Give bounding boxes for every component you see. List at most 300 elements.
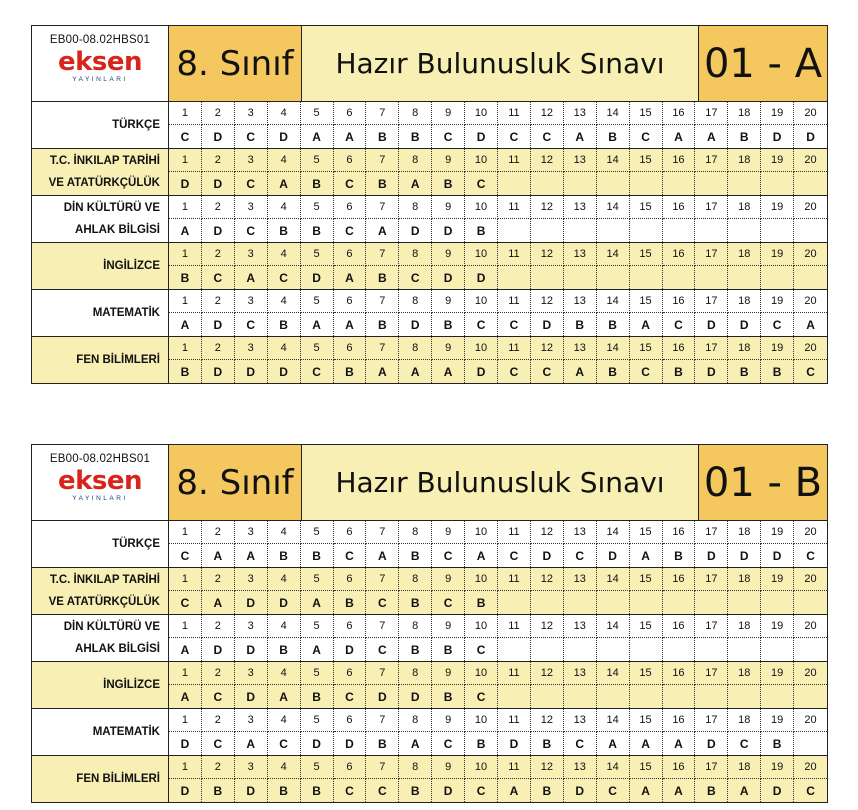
answer-cell: C (498, 313, 531, 336)
answer-cell: C (169, 544, 202, 567)
question-number: 7 (366, 102, 399, 125)
subject-label: İNGİLİZCE (32, 243, 169, 289)
answer-cell: C (366, 638, 399, 661)
question-number: 13 (564, 756, 597, 779)
answer-cell: A (301, 313, 334, 336)
question-number: 9 (432, 568, 465, 591)
answer-cell: B (465, 591, 498, 614)
answer-cell: C (498, 544, 531, 567)
question-number: 9 (432, 337, 465, 360)
answer-cell: B (432, 685, 465, 708)
question-number: 1 (169, 290, 202, 313)
answer-cell: D (169, 172, 202, 195)
question-number: 8 (399, 337, 432, 360)
answer-cell (531, 266, 564, 289)
answer-cell (761, 266, 794, 289)
answer-cell: D (235, 685, 268, 708)
answer-cell: A (597, 732, 630, 755)
answer-cell (663, 266, 696, 289)
answer-cell (630, 219, 663, 242)
subject-section (32, 243, 827, 290)
answer-cell: B (465, 219, 498, 242)
question-number: 3 (235, 102, 268, 125)
question-number: 18 (728, 521, 761, 544)
answer-cell (498, 172, 531, 195)
answer-cell (663, 685, 696, 708)
question-number: 7 (366, 709, 399, 732)
question-number: 2 (202, 337, 235, 360)
question-number: 19 (761, 709, 794, 732)
question-number: 11 (498, 756, 531, 779)
question-number: 17 (695, 243, 728, 266)
question-number: 7 (366, 662, 399, 685)
answer-cell: C (334, 685, 367, 708)
answer-cell: B (366, 125, 399, 148)
answer-cell (531, 638, 564, 661)
answer-cell: C (235, 219, 268, 242)
question-number: 11 (498, 568, 531, 591)
question-number: 4 (268, 709, 301, 732)
answer-cell: B (728, 360, 761, 383)
answer-cell: A (663, 125, 696, 148)
answer-cell: C (465, 313, 498, 336)
answer-cell: B (301, 219, 334, 242)
answer-cell: A (334, 125, 367, 148)
answer-cell: A (334, 313, 367, 336)
question-number: 13 (564, 709, 597, 732)
question-number: 6 (334, 290, 367, 313)
answer-cell (597, 591, 630, 614)
answer-cell: C (465, 685, 498, 708)
answer-cell (794, 638, 827, 661)
answer-cell: D (531, 544, 564, 567)
question-number: 10 (465, 102, 498, 125)
subject-label: DİN KÜLTÜRÜ VE AHLAK BİLGİSİ (32, 196, 169, 242)
document-code: EB00-08.02HBS01 (49, 34, 151, 46)
question-number: 19 (761, 290, 794, 313)
question-number: 19 (761, 149, 794, 172)
question-number: 7 (366, 568, 399, 591)
question-number: 17 (695, 290, 728, 313)
question-number: 12 (531, 243, 564, 266)
question-number: 15 (630, 102, 663, 125)
question-number: 2 (202, 662, 235, 685)
question-number: 12 (531, 337, 564, 360)
question-number: 1 (169, 615, 202, 638)
answer-cell: B (268, 544, 301, 567)
answer-cell: A (663, 732, 696, 755)
question-number: 6 (334, 149, 367, 172)
question-number: 6 (334, 709, 367, 732)
question-number: 9 (432, 521, 465, 544)
question-number: 11 (498, 709, 531, 732)
question-number: 8 (399, 290, 432, 313)
answer-cell: C (169, 125, 202, 148)
answer-cell: C (432, 544, 465, 567)
question-number: 1 (169, 756, 202, 779)
subject-section (32, 337, 827, 383)
answer-cell: A (202, 544, 235, 567)
subject-section (32, 196, 827, 243)
question-number: 7 (366, 290, 399, 313)
answer-cell: A (630, 313, 663, 336)
question-number: 12 (531, 709, 564, 732)
question-number: 17 (695, 615, 728, 638)
answer-cell: D (432, 779, 465, 802)
question-number: 8 (399, 102, 432, 125)
answer-cell (695, 266, 728, 289)
answer-cell: D (728, 313, 761, 336)
question-number: 16 (663, 243, 696, 266)
question-number: 3 (235, 709, 268, 732)
answer-cell: B (432, 172, 465, 195)
answer-cell: D (597, 544, 630, 567)
answer-cell (663, 172, 696, 195)
question-number: 3 (235, 521, 268, 544)
answer-cell (794, 266, 827, 289)
question-number: 3 (235, 149, 268, 172)
question-number: 13 (564, 521, 597, 544)
question-number: 7 (366, 337, 399, 360)
answer-cell (531, 219, 564, 242)
question-number: 1 (169, 102, 202, 125)
question-number: 19 (761, 102, 794, 125)
question-number: 17 (695, 568, 728, 591)
question-number: 12 (531, 615, 564, 638)
question-number: 3 (235, 756, 268, 779)
question-number: 2 (202, 521, 235, 544)
question-number: 6 (334, 756, 367, 779)
answer-cell: C (531, 360, 564, 383)
question-number: 10 (465, 521, 498, 544)
answer-cell: A (630, 544, 663, 567)
question-number: 11 (498, 243, 531, 266)
answer-cell (630, 638, 663, 661)
answer-cell: C (432, 125, 465, 148)
answer-cell: A (399, 732, 432, 755)
question-number: 1 (169, 709, 202, 732)
question-number: 18 (728, 709, 761, 732)
answer-grid (169, 196, 827, 242)
question-number: 8 (399, 196, 432, 219)
answer-cell: C (432, 591, 465, 614)
answer-cell: A (465, 544, 498, 567)
answer-cell: C (202, 266, 235, 289)
answer-cell: D (301, 266, 334, 289)
question-number: 13 (564, 196, 597, 219)
answer-cell: A (366, 544, 399, 567)
answer-cell: D (761, 779, 794, 802)
answer-cell: D (465, 125, 498, 148)
answer-cell (728, 172, 761, 195)
answer-cell: C (334, 544, 367, 567)
answer-cell: D (202, 172, 235, 195)
question-number: 2 (202, 615, 235, 638)
question-number: 1 (169, 196, 202, 219)
card-header (32, 26, 827, 102)
answer-cell (531, 591, 564, 614)
answer-cell: C (630, 360, 663, 383)
answer-cell: C (728, 732, 761, 755)
answer-cell: A (630, 779, 663, 802)
answer-cell (695, 591, 728, 614)
question-number: 17 (695, 337, 728, 360)
question-number: 16 (663, 615, 696, 638)
answer-cell: B (663, 360, 696, 383)
question-number: 10 (465, 709, 498, 732)
answer-key-card-a (31, 25, 828, 384)
subject-section (32, 615, 827, 662)
question-number: 14 (597, 102, 630, 125)
question-number: 2 (202, 243, 235, 266)
answer-cell (498, 266, 531, 289)
question-number: 17 (695, 521, 728, 544)
answer-cell: C (202, 732, 235, 755)
question-number: 20 (794, 243, 827, 266)
answer-cell: A (630, 732, 663, 755)
answer-cell (498, 638, 531, 661)
answer-cell: C (334, 219, 367, 242)
answer-cell (794, 172, 827, 195)
question-number: 13 (564, 149, 597, 172)
question-number: 18 (728, 243, 761, 266)
question-number: 20 (794, 662, 827, 685)
question-number: 5 (301, 149, 334, 172)
question-number: 1 (169, 149, 202, 172)
answer-cell (498, 685, 531, 708)
answer-cell: A (334, 266, 367, 289)
answer-cell: D (761, 544, 794, 567)
answer-cell: D (695, 313, 728, 336)
answer-cell (794, 219, 827, 242)
question-number: 16 (663, 196, 696, 219)
answer-cell: B (268, 219, 301, 242)
question-number: 3 (235, 290, 268, 313)
question-number: 7 (366, 243, 399, 266)
answer-cell: C (235, 125, 268, 148)
answer-cell: B (663, 544, 696, 567)
answer-cell: D (366, 685, 399, 708)
question-number: 5 (301, 709, 334, 732)
answer-cell: A (268, 685, 301, 708)
answer-cell: B (432, 313, 465, 336)
question-number: 20 (794, 337, 827, 360)
answer-cell: B (465, 732, 498, 755)
answer-cell: B (399, 544, 432, 567)
question-number: 7 (366, 756, 399, 779)
answer-cell: D (334, 638, 367, 661)
question-number: 10 (465, 196, 498, 219)
question-number: 9 (432, 243, 465, 266)
question-number: 16 (663, 662, 696, 685)
answer-cell: A (301, 638, 334, 661)
answer-cell: B (268, 313, 301, 336)
question-number: 20 (794, 709, 827, 732)
answer-cell: A (268, 172, 301, 195)
answer-cell: B (366, 732, 399, 755)
answer-cell: A (169, 219, 202, 242)
logo-block (32, 26, 169, 101)
subject-label: DİN KÜLTÜRÜ VE AHLAK BİLGİSİ (32, 615, 169, 661)
question-number: 13 (564, 615, 597, 638)
question-number: 5 (301, 615, 334, 638)
answer-cell: B (531, 732, 564, 755)
question-number: 20 (794, 196, 827, 219)
question-number: 5 (301, 290, 334, 313)
answer-cell (695, 172, 728, 195)
question-number: 14 (597, 290, 630, 313)
exam-title: Hazır Bulunusluk Sınavı (302, 445, 699, 520)
answer-cell (630, 591, 663, 614)
answer-cell: D (202, 638, 235, 661)
answer-grid (169, 756, 827, 802)
answer-cell: B (399, 638, 432, 661)
answer-cell: D (235, 779, 268, 802)
question-number: 9 (432, 196, 465, 219)
question-number: 4 (268, 337, 301, 360)
question-number: 4 (268, 102, 301, 125)
answer-cell: B (761, 360, 794, 383)
question-number: 15 (630, 149, 663, 172)
question-number: 16 (663, 709, 696, 732)
answer-cell (630, 172, 663, 195)
answer-cell: C (761, 313, 794, 336)
answer-cell (761, 591, 794, 614)
answer-cell (597, 685, 630, 708)
answer-cell: B (301, 685, 334, 708)
answer-cell: A (564, 360, 597, 383)
answer-cell: A (806, 317, 815, 332)
answer-cell: B (531, 779, 564, 802)
answer-grid (169, 662, 827, 708)
answer-cell: C (663, 313, 696, 336)
answer-cell: C (498, 125, 531, 148)
question-number: 4 (268, 662, 301, 685)
answer-cell: D (235, 638, 268, 661)
question-number: 18 (728, 290, 761, 313)
answer-cell: D (202, 125, 235, 148)
answer-cell: B (399, 125, 432, 148)
answer-cell: B (366, 266, 399, 289)
question-number: 13 (564, 290, 597, 313)
question-number: 7 (366, 615, 399, 638)
question-number: 18 (728, 337, 761, 360)
subject-section (32, 102, 827, 149)
answer-cell: D (728, 544, 761, 567)
answer-cell (630, 685, 663, 708)
answer-cell: C (564, 732, 597, 755)
answer-cell: B (695, 779, 728, 802)
answer-cell (597, 638, 630, 661)
answer-cell: A (169, 685, 202, 708)
question-number: 13 (564, 102, 597, 125)
question-number: 11 (498, 290, 531, 313)
answer-cell (564, 591, 597, 614)
question-number: 5 (301, 337, 334, 360)
answer-cell: D (235, 360, 268, 383)
question-number: 11 (498, 521, 531, 544)
question-number: 4 (268, 290, 301, 313)
answer-cell: D (202, 219, 235, 242)
answer-cell (564, 638, 597, 661)
answer-cell (761, 172, 794, 195)
question-number: 15 (630, 568, 663, 591)
question-number: 16 (663, 337, 696, 360)
subject-section (32, 290, 827, 337)
answer-cell: D (268, 125, 301, 148)
answer-cell: D (169, 732, 202, 755)
answer-cell: A (169, 638, 202, 661)
answer-cell: A (399, 172, 432, 195)
question-number: 10 (465, 756, 498, 779)
question-number: 16 (663, 521, 696, 544)
answer-cell (564, 266, 597, 289)
booklet-type: 01 - A (699, 26, 827, 101)
question-number: 7 (366, 149, 399, 172)
question-number: 1 (169, 662, 202, 685)
question-number: 13 (564, 243, 597, 266)
question-number: 17 (695, 102, 728, 125)
question-number: 10 (465, 615, 498, 638)
question-number: 2 (202, 290, 235, 313)
answer-cell: D (169, 779, 202, 802)
answer-cell: B (366, 172, 399, 195)
question-number: 20 (794, 102, 827, 125)
question-number: 13 (564, 337, 597, 360)
question-number: 1 (169, 521, 202, 544)
answer-cell: B (366, 313, 399, 336)
answer-grid (169, 243, 827, 289)
answer-cell: C (465, 638, 498, 661)
question-number: 15 (630, 662, 663, 685)
question-number: 18 (728, 615, 761, 638)
question-number: 20 (794, 290, 827, 313)
answer-cell: B (399, 779, 432, 802)
question-number: 2 (202, 709, 235, 732)
question-number: 8 (399, 615, 432, 638)
answer-cell: D (695, 360, 728, 383)
question-number: 5 (301, 196, 334, 219)
answer-cell (597, 219, 630, 242)
answer-cell: B (564, 313, 597, 336)
subject-label: MATEMATİK (32, 290, 169, 336)
question-number: 19 (761, 196, 794, 219)
question-number: 18 (728, 102, 761, 125)
answer-cell: B (399, 591, 432, 614)
question-number: 8 (399, 756, 432, 779)
answer-cell: C (235, 172, 268, 195)
answer-cell: A (169, 313, 202, 336)
question-number: 18 (728, 662, 761, 685)
answer-cell: A (366, 360, 399, 383)
question-number: 9 (432, 662, 465, 685)
answer-cell: C (806, 783, 815, 798)
question-number: 5 (301, 756, 334, 779)
answer-grid (169, 337, 827, 383)
question-number: 16 (663, 149, 696, 172)
question-number: 13 (564, 662, 597, 685)
answer-cell: C (169, 591, 202, 614)
answer-cell: B (597, 125, 630, 148)
answer-cell: A (498, 779, 531, 802)
question-number: 15 (630, 243, 663, 266)
question-number: 2 (202, 756, 235, 779)
answer-cell: C (202, 685, 235, 708)
answer-cell: B (597, 360, 630, 383)
subject-label: FEN BİLİMLERİ (32, 337, 169, 383)
answer-cell: D (301, 732, 334, 755)
answer-cell: C (432, 732, 465, 755)
